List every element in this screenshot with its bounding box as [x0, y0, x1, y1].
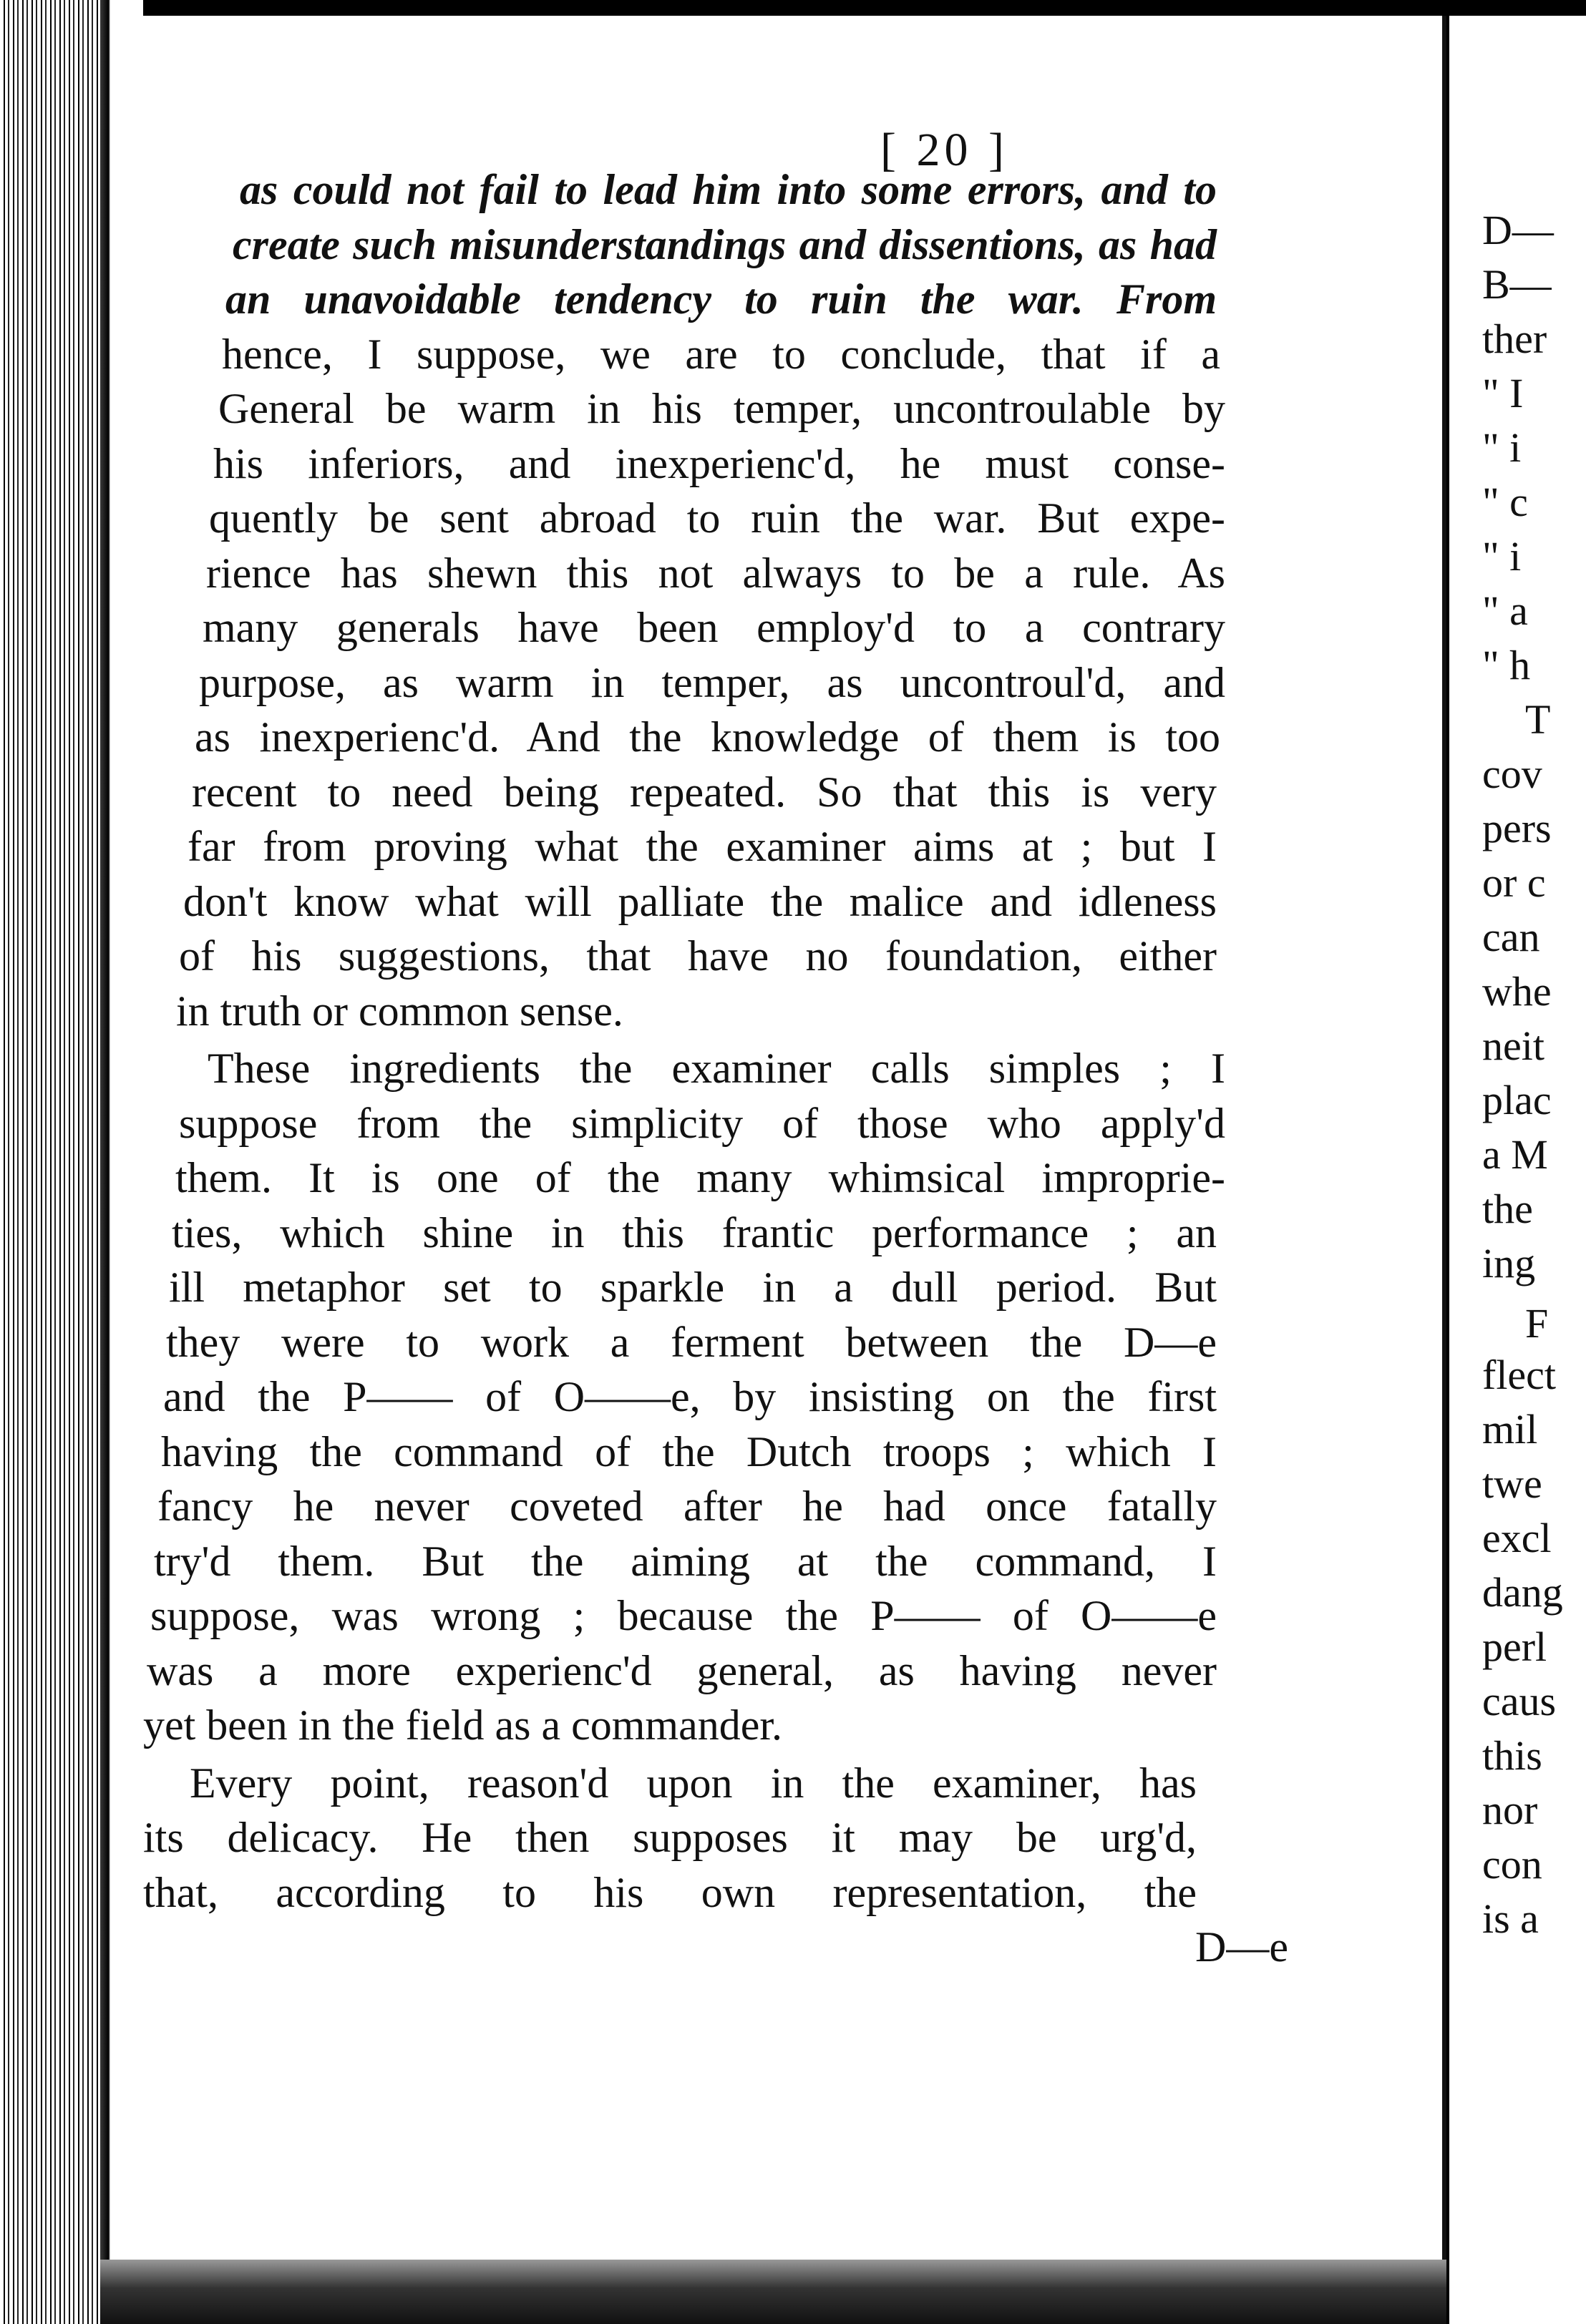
text-line: as could not fail to lead him into some errors, and to — [240, 166, 1217, 213]
facing-page — [1475, 16, 1586, 2324]
text-line: its delicacy. He then supposes it may be urg'd, — [143, 1814, 1197, 1861]
facing-page-fragment: perl — [1482, 1624, 1547, 1670]
facing-page-fragment: excl — [1482, 1515, 1552, 1561]
book-page-edges — [0, 0, 100, 2324]
facing-page-fragment: " h — [1482, 642, 1531, 688]
scan-bottom-shadow — [100, 2260, 1453, 2324]
text-line: yet been in the field as a commander. — [143, 1702, 782, 1749]
facing-page-fragment: plac — [1482, 1077, 1552, 1123]
scan-top-border — [0, 0, 1586, 16]
facing-page-fragment: or c — [1482, 859, 1546, 906]
text-line: that, according to his own representation, the — [143, 1868, 1197, 1916]
text-line: purpose, as warm in temper, as uncontroul'd, and — [199, 658, 1225, 706]
text-line: them. It is one of the many whimsical improprie- — [175, 1154, 1225, 1201]
page-number: [ 20 ] — [880, 124, 1008, 176]
text-line: suppose from the simplicity of those who apply'd — [179, 1099, 1225, 1147]
text-line: General be warm in his temper, uncontroulable by — [218, 385, 1225, 432]
facing-page-fragment: caus — [1482, 1678, 1557, 1724]
facing-page-fragment: nor — [1482, 1787, 1538, 1833]
facing-page-fragment: a M — [1482, 1131, 1548, 1178]
facing-page-fragment: this — [1482, 1732, 1542, 1779]
facing-page-fragment: " I — [1482, 370, 1524, 416]
text-line: as inexperienc'd. And the knowledge of them is too — [195, 713, 1220, 761]
text-line: Every point, reason'd upon in the examiner, has — [190, 1759, 1197, 1807]
text-line: create such misunderstandings and dissentions, as had — [233, 220, 1217, 268]
facing-page-fragment: whe — [1482, 968, 1552, 1015]
facing-page-fragment: " c — [1482, 479, 1528, 525]
text-line: try'd them. But the aiming at the command, I — [154, 1537, 1217, 1585]
text-line: These ingredients the examiner calls simples ; I — [208, 1045, 1225, 1092]
facing-page-fragment: cov — [1482, 751, 1542, 797]
text-line: they were to work a ferment between the D—e — [166, 1318, 1217, 1366]
text-line: fancy he never coveted after he had once fatally — [157, 1483, 1217, 1530]
book-page — [143, 16, 1446, 2262]
facing-page-fragment: " i — [1482, 533, 1522, 580]
facing-page-fragment: dang — [1482, 1569, 1563, 1616]
facing-page-fragment: con — [1482, 1841, 1542, 1888]
text-line: in truth or common sense. — [176, 987, 623, 1035]
facing-page-fragment: ing — [1482, 1240, 1536, 1286]
catchword: D—e — [1195, 1923, 1288, 1971]
text-line: hence, I suppose, we are to conclude, that if a — [222, 330, 1220, 378]
text-line: of his suggestions, that have no foundation, either — [179, 932, 1217, 980]
text-line: far from proving what the examiner aims at ; but I — [188, 823, 1217, 870]
book-spine-shadow — [100, 0, 143, 2324]
facing-page-fragment: D— — [1482, 207, 1554, 253]
facing-page-fragment: neit — [1482, 1022, 1544, 1069]
text-line: ties, which shine in this frantic performance ; an — [172, 1209, 1217, 1256]
book-gutter — [1446, 16, 1478, 2324]
text-line: many generals have been employ'd to a contrary — [203, 604, 1225, 651]
facing-page-fragment: ther — [1482, 316, 1547, 362]
facing-page-fragment: the — [1482, 1186, 1533, 1232]
text-line: having the command of the Dutch troops ; which I — [161, 1427, 1217, 1475]
text-line: ill metaphor set to sparkle in a dull period. But — [169, 1264, 1217, 1311]
text-line: an unavoidable tendency to ruin the war. From — [225, 275, 1217, 323]
facing-page-fragment: can — [1482, 914, 1540, 960]
text-line: rience has shewn this not always to be a rule. As — [206, 549, 1225, 597]
facing-page-fragment: pers — [1482, 805, 1552, 851]
text-line: was a more experienc'd general, as having never — [147, 1646, 1217, 1694]
text-line: recent to need being repeated. So that this is very — [192, 768, 1217, 816]
text-line: his inferiors, and inexperienc'd, he must conse- — [213, 439, 1225, 487]
facing-page-fragment: T — [1525, 696, 1551, 743]
facing-page-fragment: twe — [1482, 1460, 1542, 1507]
text-line: don't know what will palliate the malice and idleness — [183, 877, 1217, 925]
facing-page-fragment: F — [1525, 1300, 1549, 1347]
text-line: and the P—— of O——e, by insisting on the first — [163, 1373, 1217, 1420]
facing-page-fragment: is a — [1482, 1895, 1539, 1942]
facing-page-fragment: " i — [1482, 424, 1522, 471]
text-line: quently be sent abroad to ruin the war. But expe- — [209, 494, 1225, 542]
facing-page-fragment: flect — [1482, 1352, 1557, 1398]
facing-page-fragment: " a — [1482, 587, 1528, 634]
facing-page-fragment: mil — [1482, 1406, 1538, 1452]
text-line: suppose, was wrong ; because the P—— of O——e — [150, 1592, 1217, 1639]
facing-page-fragment: B— — [1482, 261, 1552, 308]
